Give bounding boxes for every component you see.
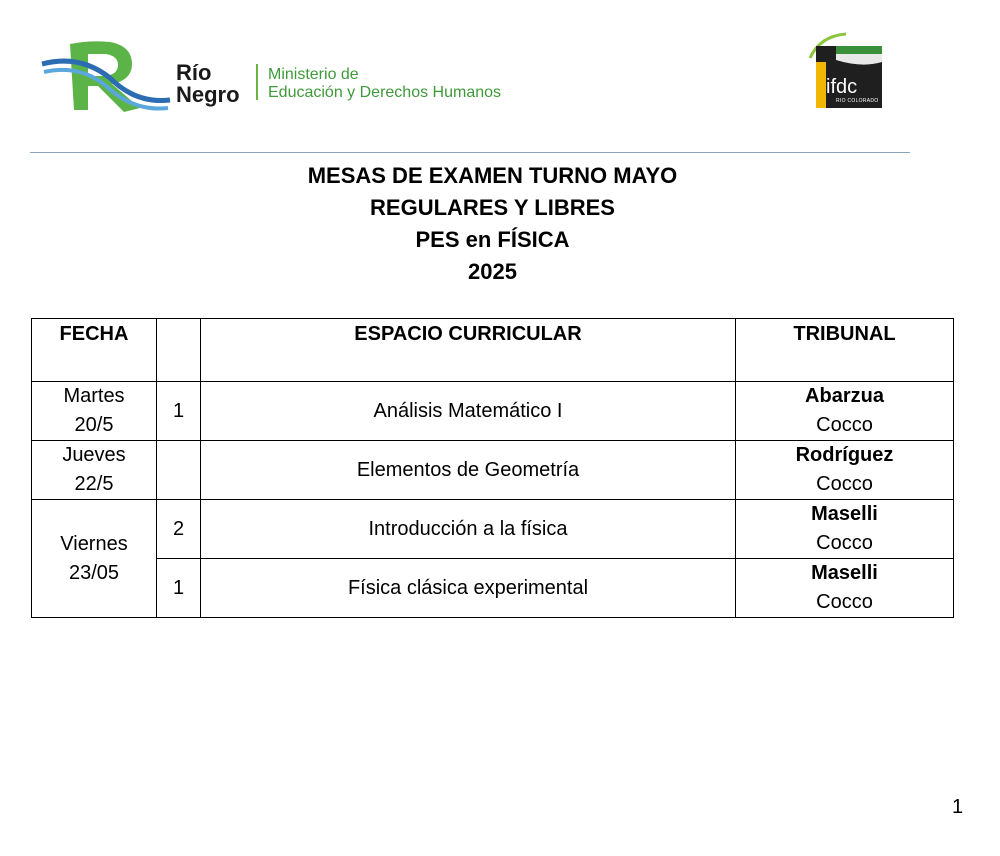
page-number: 1 — [952, 796, 964, 818]
header-divider — [30, 152, 910, 153]
title-line-1: MESAS DE EXAMEN TURNO MAYO — [307, 163, 678, 188]
number-cell: 1 — [157, 559, 201, 618]
table-header-row — [32, 319, 954, 382]
fecha-cell: Martes 20/5 — [32, 382, 157, 441]
header-tribunal: TRIBUNAL — [736, 319, 954, 382]
espacio-cell: Física clásica experimental — [201, 559, 736, 618]
exam-schedule-table — [31, 318, 954, 618]
number-cell: 1 — [157, 382, 201, 441]
ministry-name: Ministerio de Educación y Derechos Humanos — [268, 66, 502, 101]
fecha-cell: Jueves 22/5 — [32, 441, 157, 500]
number-cell: 2 — [157, 500, 201, 559]
header-espacio-curricular: ESPACIO CURRICULAR — [201, 319, 736, 382]
ifdc-logo-text: ifdc — [826, 76, 858, 98]
table-row — [32, 441, 954, 500]
table-row — [32, 500, 954, 559]
tribunal-cell: Maselli Cocco — [736, 500, 954, 559]
header-number — [157, 319, 201, 382]
table-row — [32, 559, 954, 618]
rio-negro-wordmark: Río Negro — [176, 60, 240, 107]
tribunal-cell: Abarzua Cocco — [736, 382, 954, 441]
title-line-4: 2025 — [468, 259, 517, 284]
tribunal-cell: Rodríguez Cocco — [736, 441, 954, 500]
title-line-2: REGULARES Y LIBRES — [370, 195, 615, 220]
ministry-separator — [256, 64, 258, 100]
tribunal-cell: Maselli Cocco — [736, 559, 954, 618]
espacio-cell: Análisis Matemático I — [201, 382, 736, 441]
fecha-cell: Viernes 23/05 — [32, 500, 157, 618]
espacio-cell: Introducción a la física — [201, 500, 736, 559]
ifdc-logo-subtext: RIO COLORADO — [836, 98, 879, 104]
document-title — [0, 160, 985, 288]
table-row — [32, 382, 954, 441]
document-header — [0, 0, 1000, 150]
espacio-cell: Elementos de Geometría — [201, 441, 736, 500]
title-line-3: PES en FÍSICA — [415, 227, 570, 252]
header-fecha: FECHA — [32, 319, 157, 382]
number-cell — [157, 441, 201, 500]
